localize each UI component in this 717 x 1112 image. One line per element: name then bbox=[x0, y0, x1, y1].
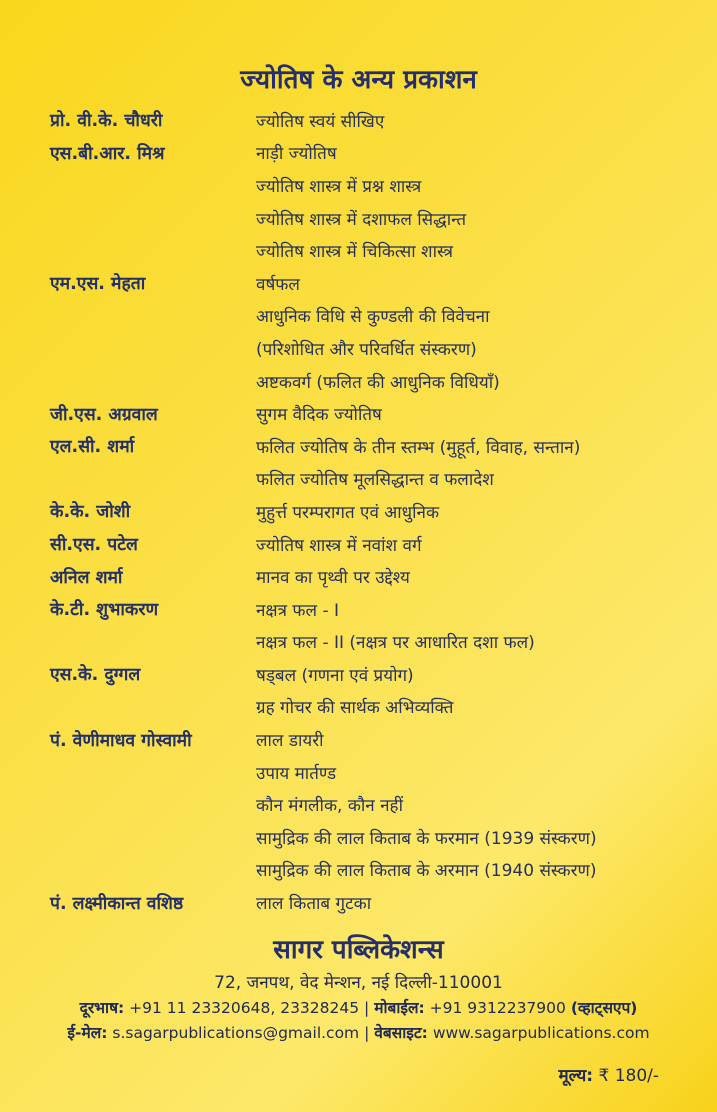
book-title: फलित ज्योतिष मूलसिद्धान्त व फलादेश bbox=[256, 470, 494, 491]
author-name: के.के. जोशी bbox=[50, 502, 131, 523]
publication-list bbox=[50, 104, 690, 919]
book-title: ज्योतिष शास्त्र में दशाफल सिद्धान्त bbox=[256, 209, 467, 230]
book-title: ज्योतिष शास्त्र में चिकित्सा शास्त्र bbox=[256, 242, 454, 263]
list-item bbox=[50, 821, 690, 854]
price-label: मूल्य: bbox=[558, 1066, 594, 1086]
book-title: वर्षफल bbox=[256, 274, 300, 295]
whatsapp-label: (व्हाट्सएप) bbox=[570, 999, 638, 1017]
book-title: ग्रह गोचर की सार्थक अभिव्यक्ति bbox=[256, 698, 454, 719]
price-value: ₹ 180/- bbox=[598, 1066, 659, 1086]
book-title: अष्टकवर्ग (फलित की आधुनिक विधियाँ) bbox=[256, 372, 500, 393]
book-title: कौन मंगलीक, कौन नहीं bbox=[256, 796, 403, 817]
author-name: एल.सी. शर्मा bbox=[50, 437, 135, 458]
publisher-address: 72, जनपथ, वेद मेन्शन, नई दिल्ली-110001 bbox=[214, 973, 503, 993]
author-name: एस.बी.आर. मिश्र bbox=[50, 143, 165, 164]
book-title: लाल किताब गुटका bbox=[256, 894, 372, 915]
email-label: ई-मेल: bbox=[67, 1024, 108, 1042]
book-title: मानव का पृथ्वी पर उद्देश्य bbox=[256, 568, 410, 589]
book-title: सामुद्रिक की लाल किताब के फरमान (1939 संस्करण) bbox=[256, 828, 597, 849]
list-item bbox=[50, 788, 690, 821]
list-item bbox=[50, 104, 690, 137]
list-item bbox=[50, 658, 690, 691]
list-item bbox=[50, 723, 690, 756]
separator: | bbox=[364, 999, 370, 1017]
book-title: ज्योतिष शास्त्र में प्रश्न शास्त्र bbox=[256, 176, 422, 197]
publisher-name: सागर पब्लिकेशन्स bbox=[273, 935, 444, 965]
author-name: प्रो. वी.के. चौधरी bbox=[50, 111, 163, 132]
phone-number: +91 11 23320648, 23328245 bbox=[129, 999, 360, 1017]
list-item bbox=[50, 332, 690, 365]
phone-label: दूरभाष: bbox=[79, 999, 125, 1017]
list-item bbox=[50, 137, 690, 170]
email-link[interactable]: s.sagarpublications@gmail.com bbox=[112, 1024, 360, 1042]
author-name: के.टी. शुभाकरण bbox=[50, 600, 159, 621]
book-title: सुगम वैदिक ज्योतिष bbox=[256, 405, 382, 426]
book-title: मुहुर्त्त परम्परागत एवं आधुनिक bbox=[256, 502, 440, 523]
list-item bbox=[50, 463, 690, 496]
author-name: एम.एस. मेहता bbox=[50, 274, 146, 295]
book-title: (परिशोधित और परिवर्धित संस्करण) bbox=[256, 339, 477, 360]
list-item bbox=[50, 365, 690, 398]
book-title: ज्योतिष शास्त्र में नवांश वर्ग bbox=[256, 535, 422, 556]
author-name: जी.एस. अग्रवाल bbox=[50, 404, 158, 425]
author-name: एस.के. दुग्गल bbox=[50, 665, 141, 686]
list-item bbox=[50, 495, 690, 528]
book-title: फलित ज्योतिष के तीन स्तम्भ (मुहूर्त, विवाह, सन्तान) bbox=[256, 437, 581, 458]
book-title: उपाय मार्तण्ड bbox=[256, 763, 337, 784]
book-title: लाल डायरी bbox=[256, 731, 324, 752]
list-item bbox=[50, 756, 690, 789]
book-title: सामुद्रिक की लाल किताब के अरमान (1940 संस्करण) bbox=[256, 861, 597, 882]
book-title: नक्षत्र फल - II (नक्षत्र पर आधारित दशा फल) bbox=[256, 633, 535, 654]
author-name: सी.एस. पटेल bbox=[50, 535, 138, 556]
list-item bbox=[50, 169, 690, 202]
list-item bbox=[50, 626, 690, 659]
phone-line bbox=[0, 996, 717, 1018]
list-item bbox=[50, 691, 690, 724]
website-label: वेबसाइट: bbox=[374, 1024, 428, 1042]
list-item bbox=[50, 397, 690, 430]
book-title: नाड़ी ज्योतिष bbox=[256, 144, 337, 165]
separator: | bbox=[364, 1024, 370, 1042]
website-link[interactable]: www.sagarpublications.com bbox=[432, 1024, 650, 1042]
web-line bbox=[0, 1021, 717, 1043]
author-name: पं. लक्ष्मीकान्त वशिष्ठ bbox=[50, 893, 184, 914]
book-title: ज्योतिष स्वयं सीखिए bbox=[256, 111, 385, 132]
list-item bbox=[50, 267, 690, 300]
list-item bbox=[50, 528, 690, 561]
price bbox=[558, 1063, 659, 1086]
book-title: आधुनिक विधि से कुण्डली की विवेचना bbox=[256, 307, 490, 328]
mobile-number: +91 9312237900 bbox=[429, 999, 566, 1017]
list-item bbox=[50, 202, 690, 235]
list-item bbox=[50, 300, 690, 333]
list-item bbox=[50, 234, 690, 267]
author-name: पं. वेणीमाधव गोस्वामी bbox=[50, 730, 192, 751]
mobile-label: मोबाईल: bbox=[374, 999, 425, 1017]
book-title: नक्षत्र फल - I bbox=[256, 600, 340, 621]
author-name: अनिल शर्मा bbox=[50, 567, 123, 588]
list-item bbox=[50, 593, 690, 626]
list-item bbox=[50, 886, 690, 919]
list-item bbox=[50, 430, 690, 463]
list-item bbox=[50, 854, 690, 887]
page-title: ज्योतिष के अन्य प्रकाशन bbox=[240, 65, 477, 95]
list-item bbox=[50, 560, 690, 593]
book-title: षड्बल (गणना एवं प्रयोग) bbox=[256, 665, 414, 686]
